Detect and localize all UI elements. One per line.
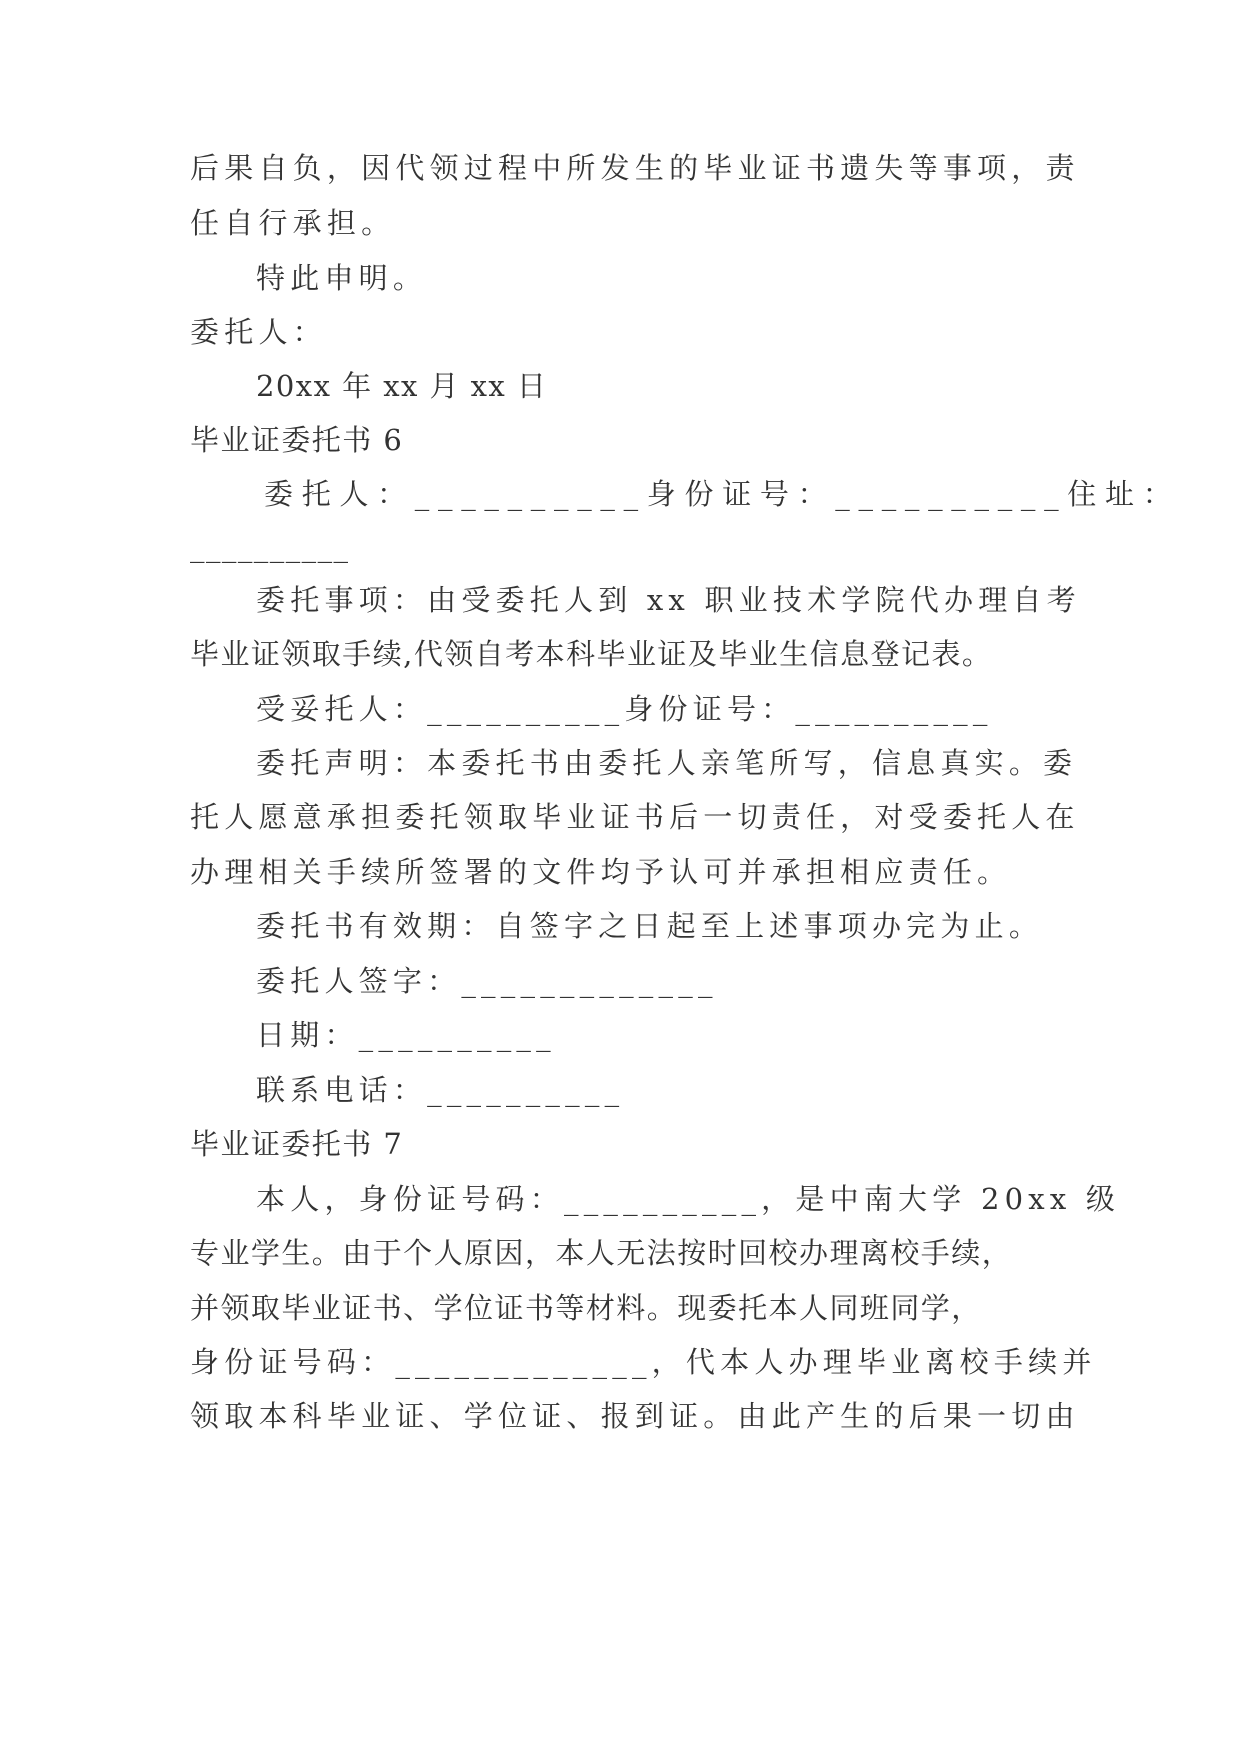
paragraph-line: 毕业证领取手续,代领自考本科毕业证及毕业生信息登记表。 — [190, 637, 993, 671]
form-line: __________ — [190, 529, 350, 563]
paragraph-line: 托人愿意承担委托领取毕业证书后一切责任，对受委托人在 — [190, 800, 1080, 834]
paragraph-line: 并领取毕业证书、学位证书等材料。现委托本人同班同学， — [190, 1291, 982, 1325]
phone-field-line: 联系电话：__________ — [256, 1073, 625, 1107]
paragraph-line: 特此申明。 — [256, 261, 428, 295]
form-line: 委托人：__________身份证号：__________住址： — [264, 477, 1181, 511]
paragraph-line: 任自行承担。 — [190, 206, 396, 240]
paragraph-line: 办理相关手续所签署的文件均予认可并承担相应责任。 — [190, 855, 1012, 889]
paragraph-line: 委托声明：本委托书由委托人亲笔所写，信息真实。委 — [256, 746, 1078, 780]
paragraph-line: 本人，身份证号码：__________，是中南大学 20xx 级 — [256, 1182, 1121, 1216]
paragraph-line: 专业学生。由于个人原因，本人无法按时回校办理离校手续， — [190, 1236, 1013, 1270]
paragraph-line: 领取本科毕业证、学位证、报到证。由此产生的后果一切由 — [190, 1399, 1080, 1433]
date-line: 20xx 年 xx 月 xx 日 — [256, 369, 548, 403]
paragraph-line: 委托书有效期：自签字之日起至上述事项办完为止。 — [256, 909, 1044, 943]
paragraph-line: 身份证号码：_____________，代本人办理毕业离校手续并 — [190, 1345, 1097, 1379]
date-field-line: 日期：__________ — [256, 1018, 556, 1052]
section-heading: 毕业证委托书 6 — [190, 423, 404, 457]
signature-line: 委托人签字：_____________ — [256, 964, 718, 998]
paragraph-line: 委托事项：由受委托人到 xx 职业技术学院代办理自考 — [256, 583, 1081, 617]
paragraph-line: 后果自负，因代领过程中所发生的毕业证书遗失等事项，责 — [190, 151, 1080, 185]
form-line: 受妥托人：__________身份证号：__________ — [256, 692, 993, 726]
section-heading: 毕业证委托书 7 — [190, 1127, 404, 1161]
signature-label: 委托人： — [190, 315, 327, 349]
